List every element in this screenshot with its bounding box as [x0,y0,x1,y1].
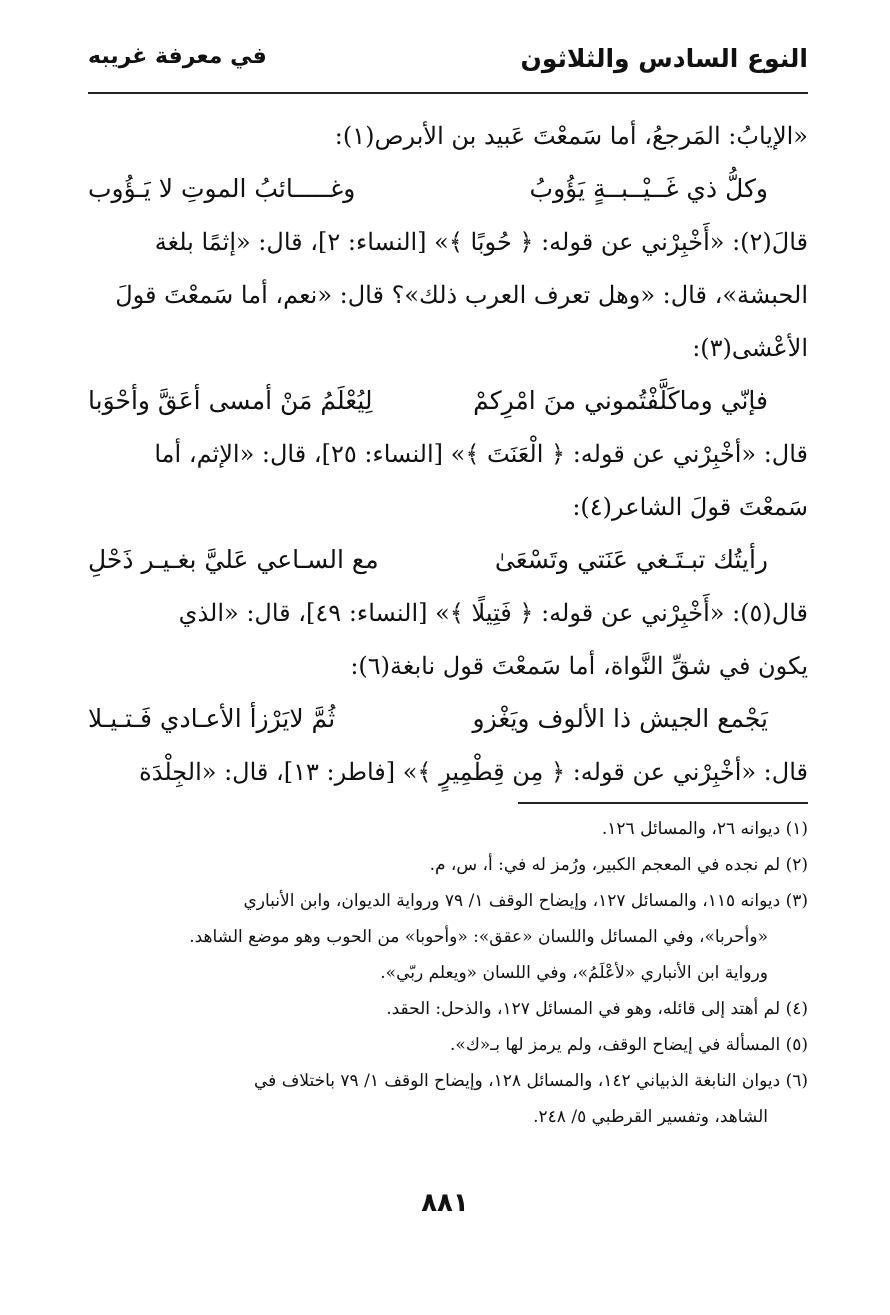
verse-first-hemistich: يَجْمع الجيش ذا الألوف ويَغْزو [472,704,768,733]
footnote-continuation: «وأحربا»، وفي المسائل واللسان «عقق»: «وأحوبا» من الحوب وهو موضع الشاهد. [189,927,768,947]
verse-line [88,689,808,749]
chapter-title: النوع السادس والثلاثون [520,44,808,73]
verse-line [88,371,808,431]
section-subtitle: في معرفة غريبه [88,44,267,69]
footnote: (٢) لم نجده في المعجم الكبير، ورُمز له في: أ، س، م. [429,855,808,875]
verse-second-hemistich: لِيُعْلَمُ مَنْ أمسى أعَقَّ وأحْوَبا [88,386,373,415]
footnote: (٦) ديوان النابغة الذبياني ١٤٢، والمسائل ١٢٨، وإيضاح الوقف ١/ ٧٩ باختلاف في [254,1071,808,1091]
verse-second-hemistich: مع السـاعي عَليَّ بغـيـر ذَحْلِ [88,545,379,574]
verse-second-hemistich: ثُمَّ لايَرْزأ الأعـادي فَـتـيـلا [88,704,336,733]
page-number: ٨٨١ [421,1188,469,1218]
text-line: سَمعْتَ قولَ الشاعر(٤): [572,493,808,521]
verse-second-hemistich: وغـــــائبُ الموتِ لا يَـؤُوب [88,174,356,203]
text-line: «الإيابُ: المَرجعُ، أما سَمعْتَ عَبيد بن الأبرص(١): [334,122,808,150]
text-line: قال: «أخْبِرْني عن قوله: ﴿ مِن قِطْمِيرٍ ﴾» [فاطر: ١٣]، قال: «الجِلْدَة [139,758,808,786]
footnote: (٤) لم أهتد إلى قائله، وهو في المسائل ١٢٧، والذحل: الحقد. [386,999,808,1019]
text-line: الحبشة»، قال: «وهل تعرف العرب ذلك»؟ قال: «نعم، أما سَمعْتَ قولَ [115,281,808,309]
verse-first-hemistich: فإنّي وماكَلَّفْتُموني منَ امْرِكمْ [473,386,768,415]
header-rule [88,92,808,94]
verse-line [88,159,808,219]
footnote: (٣) ديوانه ١١٥، والمسائل ١٢٧، وإيضاح الوقف ١/ ٧٩ ورواية الديوان، وابن الأنباري [243,891,808,911]
footnote: (٥) المسألة في إيضاح الوقف، ولم يرمز لها بـ«ك». [450,1035,808,1055]
text-line: قال: «أخْبِرْني عن قوله: ﴿ الْعَنَتَ ﴾» [النساء: ٢٥]، قال: «الإثم، أما [154,440,808,468]
verse-first-hemistich: رأيتُك تبـتَـغي عَنَتي وتَسْعَىٰ [494,545,768,574]
footnote-continuation: ورواية ابن الأنباري «لأعْلَمُ»، وفي اللسان «ويعلم ربّي». [380,963,768,983]
running-header [88,40,808,90]
text-line: الأعْشى(٣): [692,334,808,362]
footnote-continuation: الشاهد، وتفسير القرطبي ٥/ ٢٤٨. [533,1107,768,1127]
text-line: قال(٥): «أَخْبِرْني عن قوله: ﴿ فَتِيلًا ﴾» [النساء: ٤٩]، قال: «الذي [178,599,808,627]
verse-first-hemistich: وكلُّ ذي غَــيْــبــةٍ يَؤُوبُ [529,174,768,203]
verse-line [88,530,808,590]
text-line: قالَ(٢): «أَخْبِرْني عن قوله: ﴿ حُوبًا ﴾» [النساء: ٢]، قال: «إثمًا بلغة [154,228,808,256]
footnote: (١) ديوانه ٢٦، والمسائل ١٢٦. [601,819,808,839]
footnote-rule [518,802,808,804]
text-line: يكون في شقِّ النَّواة، أما سَمعْتَ قول نابغة(٦): [350,652,808,680]
